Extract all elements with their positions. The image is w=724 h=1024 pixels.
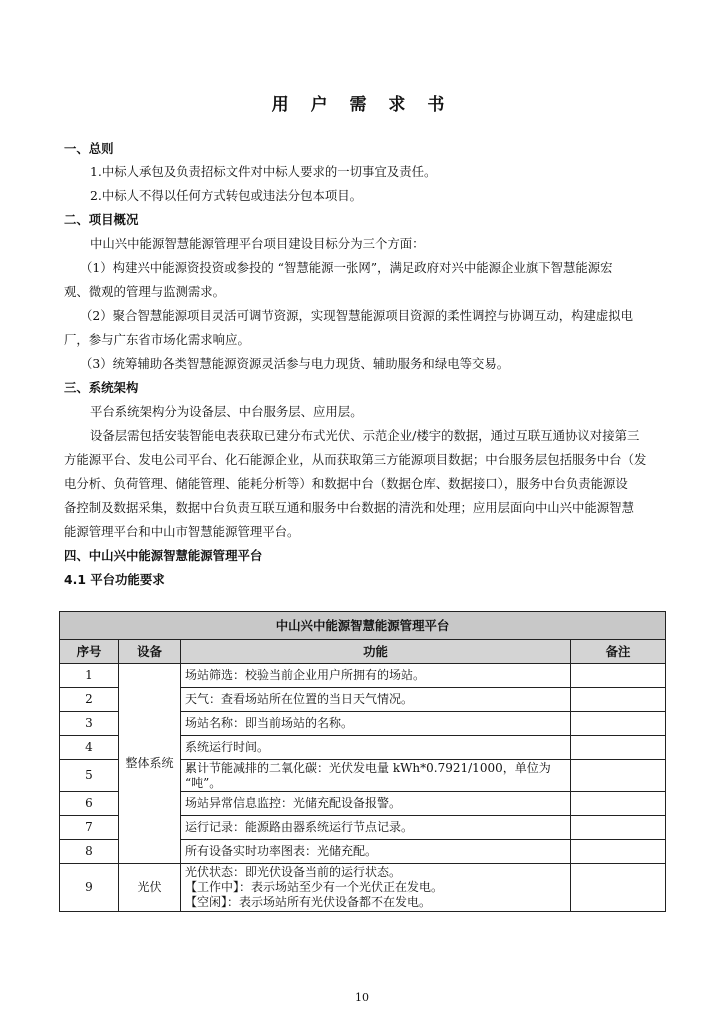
section-4-1-heading: 4.1 平台功能要求: [64, 572, 165, 587]
section-2-paragraph-4: （3）统筹辅助各类智慧能源资源灵活参与电力现货、辅助服务和绿电等交易。: [80, 356, 510, 371]
section-3-paragraph-2-line-3: 电分析、负荷管理、储能管理、能耗分析等）和数据中台（数据仓库、数据接口），服务中台负责能源设: [64, 476, 628, 491]
row-no: 6: [60, 792, 119, 816]
row-no: 2: [60, 688, 119, 712]
section-2-paragraph-3-line-2: 厂，参与广东省市场化需求响应。: [64, 332, 250, 347]
device-group-pv: 光伏: [119, 864, 181, 912]
row-remark: [571, 792, 666, 816]
row-no: 4: [60, 736, 119, 760]
row-remark: [571, 816, 666, 840]
row-function: 系统运行时间。: [181, 736, 571, 760]
section-2-paragraph-1: 中山兴中能源智慧能源管理平台项目建设目标分为三个方面：: [90, 236, 425, 251]
section-3-paragraph-2-line-1: 设备层需包括安装智能电表获取已建分布式光伏、示范企业/楼宇的数据，通过互联互通协议对接第三: [90, 428, 640, 443]
header-remark: 备注: [571, 640, 666, 664]
row-remark: [571, 864, 666, 912]
table-row: [60, 864, 666, 912]
section-3-paragraph-2-line-4: 备控制及数据采集，数据中台负责互联互通和服务中台数据的清洗和处理；应用层面向中山兴中能源智慧: [64, 500, 634, 515]
page-number: 10: [355, 991, 369, 1004]
section-2-paragraph-3-line-1: （2）聚合智慧能源项目灵活可调节资源，实现智慧能源项目资源的柔性调控与协调互动，构建虚拟电: [80, 308, 634, 323]
row-no: 1: [60, 664, 119, 688]
section-3-paragraph-2-line-5: 能源管理平台和中山市智慧能源管理平台。: [64, 524, 300, 539]
row-remark: [571, 840, 666, 864]
section-2-heading: 二、项目概况: [64, 212, 139, 227]
section-2-paragraph-2-line-2: 观、微观的管理与监测需求。: [64, 284, 226, 299]
header-function: 功能: [181, 640, 571, 664]
table-header-row: [60, 640, 666, 664]
row-function-line-1: 光伏状态：即光伏设备当前的运行状态。: [185, 865, 402, 879]
row-function: 场站异常信息监控：光储充配设备报警。: [181, 792, 571, 816]
row-function: 天气：查看场站所在位置的当日天气情况。: [181, 688, 571, 712]
row-no: 3: [60, 712, 119, 736]
section-1-heading: 一、总则: [64, 141, 114, 156]
page-title: 用 户 需 求 书: [271, 95, 453, 115]
row-remark: [571, 760, 666, 792]
header-no: 序号: [60, 640, 119, 664]
row-function-line-2: “吨”。: [185, 775, 222, 790]
section-3-heading: 三、系统架构: [64, 380, 139, 395]
section-1-paragraph-1: 1.中标人承包及负责招标文件对中标人要求的一切事宜及责任。: [90, 164, 437, 179]
row-no: 8: [60, 840, 119, 864]
table-caption-row: [60, 612, 666, 640]
section-3-paragraph-2-line-2: 方能源平台、发电公司平台、化石能源企业，从而获取第三方能源项目数据；中台服务层包括服务中台（发: [64, 452, 647, 467]
section-4-heading: 四、中山兴中能源智慧能源管理平台: [64, 548, 263, 563]
row-no: 5: [60, 760, 119, 792]
row-function: [181, 864, 571, 912]
row-function: 场站筛选：校验当前企业用户所拥有的场站。: [181, 664, 571, 688]
row-function-line-3: 【空闲】：表示场站所有光伏设备都不在发电。: [185, 895, 432, 909]
row-function: 所有设备实时功率图表：光储充配。: [181, 840, 571, 864]
row-no: 7: [60, 816, 119, 840]
row-function: 运行记录：能源路由器系统运行节点记录。: [181, 816, 571, 840]
table-caption: 中山兴中能源智慧能源管理平台: [60, 612, 666, 640]
requirements-table: [59, 611, 666, 912]
row-remark: [571, 712, 666, 736]
device-group-overall: 整体系统: [119, 664, 181, 864]
row-function-line-1: 累计节能减排的二氧化碳：光伏发电量 kWh*0.7921/1000，单位为: [185, 760, 551, 775]
section-1-paragraph-2: 2.中标人不得以任何方式转包或违法分包本项目。: [90, 188, 363, 203]
table-row: [60, 664, 666, 688]
row-remark: [571, 736, 666, 760]
row-function: 场站名称：即当前场站的名称。: [181, 712, 571, 736]
section-2-paragraph-2-line-1: （1）构建兴中能源资投资或参投的 “智慧能源一张网”，满足政府对兴中能源企业旗下智慧能源宏: [80, 260, 613, 275]
row-remark: [571, 688, 666, 712]
header-device: 设备: [119, 640, 181, 664]
row-function-line-2: 【工作中】：表示场站至少有一个光伏正在发电。: [185, 880, 444, 894]
row-remark: [571, 664, 666, 688]
row-no: 9: [60, 864, 119, 912]
section-3-paragraph-1: 平台系统架构分为设备层、中台服务层、应用层。: [90, 404, 363, 419]
row-function: [181, 760, 571, 792]
